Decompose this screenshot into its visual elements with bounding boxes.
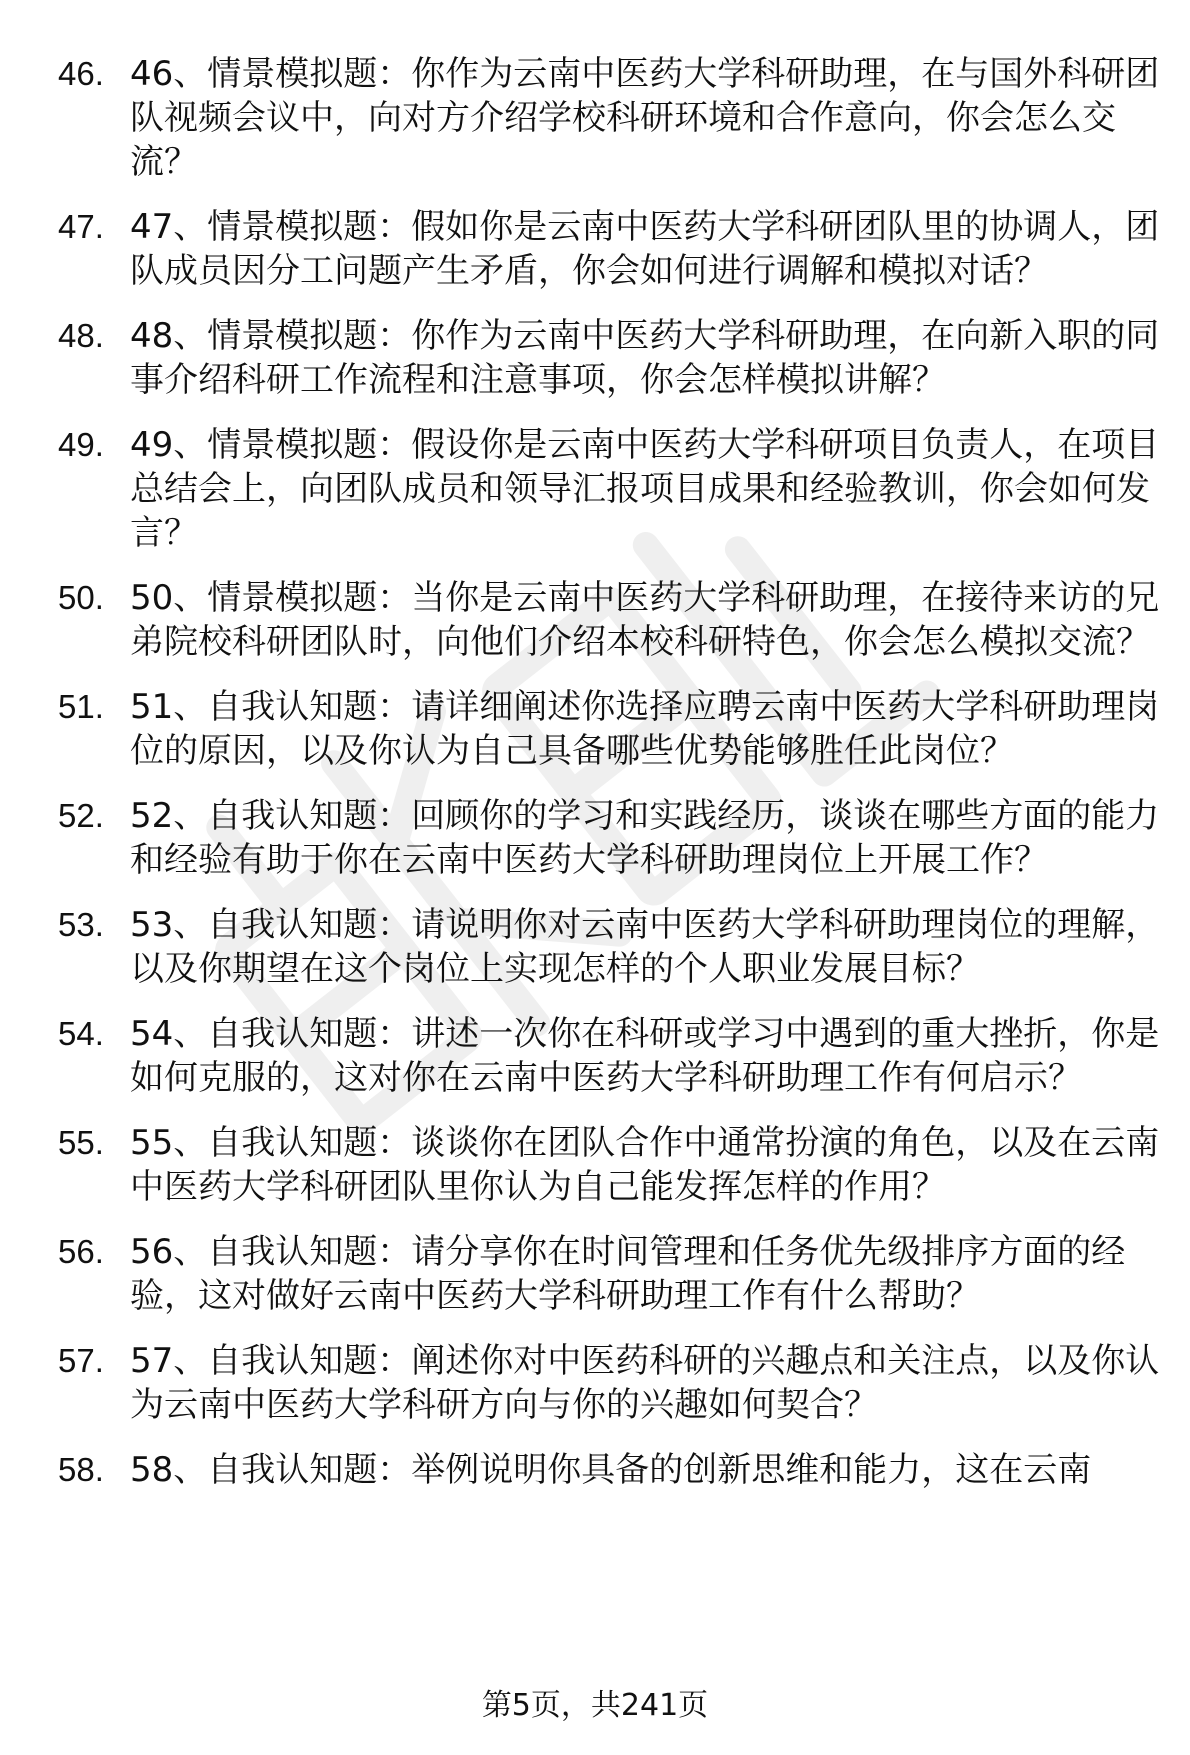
list-item [0,314,1190,402]
list-item-text: 47、情景模拟题：假如你是云南中医药大学科研团队里的协调人，团队成员因分工问题产生矛盾，你会如何进行调解和模拟对话？ [130,207,1160,291]
list-item [0,205,1190,293]
list-item [0,423,1190,555]
list-item [0,1012,1190,1100]
list-item-text: 48、情景模拟题：你作为云南中医药大学科研助理，在向新入职的同事介绍科研工作流程和注意事项，你会怎样模拟讲解？ [130,316,1160,400]
list-item-number: 47. [58,208,104,245]
list-item-text: 53、自我认知题：请说明你对云南中医药大学科研助理岗位的理解，以及你期望在这个岗位上实现怎样的个人职业发展目标？ [130,905,1160,989]
list-item-number: 49. [58,426,104,463]
list-item-number: 58. [58,1451,104,1488]
list-item-number: 52. [58,797,104,834]
list-item-number: 46. [58,55,104,92]
list-item-number: 54. [58,1015,104,1052]
list-item-number: 53. [58,906,104,943]
list-item-number: 55. [58,1124,104,1161]
list-item-text: 51、自我认知题：请详细阐述你选择应聘云南中医药大学科研助理岗位的原因，以及你认为自己具备哪些优势能够胜任此岗位？ [130,687,1160,771]
list-item [0,794,1190,882]
list-item-number: 48. [58,317,104,354]
list-item [0,685,1190,773]
list-item [0,1339,1190,1427]
list-item-number: 57. [58,1342,104,1379]
list-item-number: 51. [58,688,104,725]
list-item-text: 57、自我认知题：阐述你对中医药科研的兴趣点和关注点，以及你认为云南中医药大学科研方向与你的兴趣如何契合？ [130,1341,1160,1425]
list-item [0,52,1190,184]
list-item-text: 49、情景模拟题：假设你是云南中医药大学科研项目负责人，在项目总结会上，向团队成员和领导汇报项目成果和经验教训，你会如何发言？ [130,425,1160,553]
list-item-number: 56. [58,1233,104,1270]
list-item-text: 50、情景模拟题：当你是云南中医药大学科研助理，在接待来访的兄弟院校科研团队时，向他们介绍本校科研特色，你会怎么模拟交流？ [130,578,1160,662]
list-item [0,1121,1190,1209]
list-item [0,1448,1190,1492]
list-item-text: 58、自我认知题：举例说明你具备的创新思维和能力，这在云南 [130,1450,1092,1490]
list-item-text: 55、自我认知题：谈谈你在团队合作中通常扮演的角色，以及在云南中医药大学科研团队里你认为自己能发挥怎样的作用？ [130,1123,1160,1207]
list-item [0,903,1190,991]
list-item [0,576,1190,664]
list-item-text: 46、情景模拟题：你作为云南中医药大学科研助理，在与国外科研团队视频会议中，向对方介绍学校科研环境和合作意向，你会怎么交流？ [130,54,1160,182]
list-item-text: 52、自我认知题：回顾你的学习和实践经历，谈谈在哪些方面的能力和经验有助于你在云南中医药大学科研助理岗位上开展工作？ [130,796,1160,880]
question-list [0,52,1190,1513]
page-number: 第5页，共241页 [481,1688,709,1723]
list-item-text: 56、自我认知题：请分享你在时间管理和任务优先级排序方面的经验，这对做好云南中医药大学科研助理工作有什么帮助？ [130,1232,1126,1316]
list-item-number: 50. [58,579,104,616]
list-item-text: 54、自我认知题：讲述一次你在科研或学习中遇到的重大挫折，你是如何克服的，这对你在云南中医药大学科研助理工作有何启示？ [130,1014,1160,1098]
list-item [0,1230,1190,1318]
